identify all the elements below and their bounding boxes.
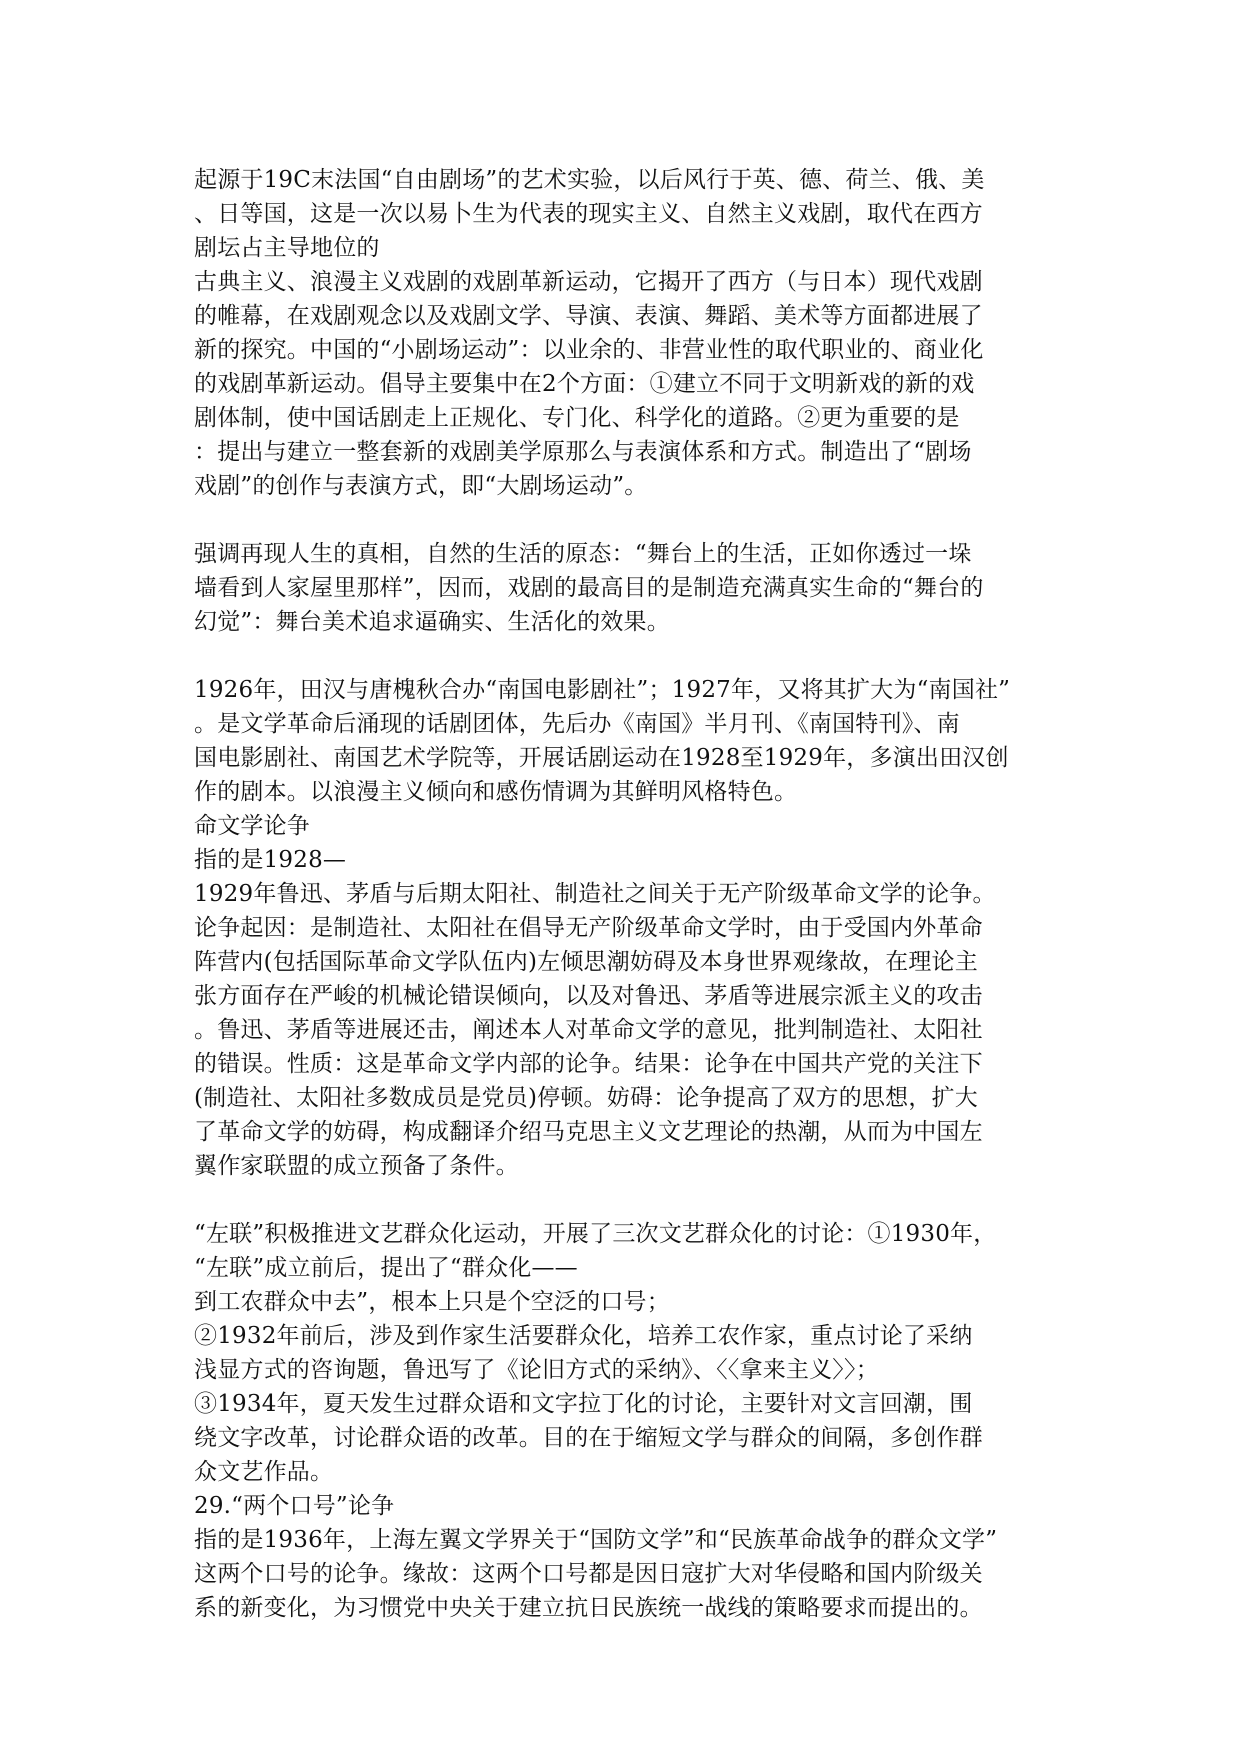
text-line: 这两个口号的论争。缘故：这两个口号都是因日寇扩大对华侵略和国内阶级关 — [194, 1561, 983, 1587]
text-line: 系的新变化，为习惯党中央关于建立抗日民族统一战线的策略要求而提出的。 — [194, 1595, 983, 1621]
text-line: 绕文字改革，讨论群众语的改革。目的在于缩短文学与群众的间隔，多创作群 — [194, 1425, 983, 1451]
text-line: 29.“两个口号”论争 — [194, 1493, 395, 1519]
document-page — [194, 0, 1054, 1754]
text-line: “左联”成立前后，提出了“群众化—— — [194, 1255, 578, 1281]
text-line: 古典主义、浪漫主义戏剧的戏剧革新运动，它揭开了西方（与日本）现代戏剧 — [194, 269, 983, 295]
text-line: 阵营内(包括国际革命文学队伍内)左倾思潮妨碍及本身世界观缘故，在理论主 — [194, 949, 978, 975]
text-line: 国电影剧社、南国艺术学院等，开展话剧运动在1928至1929年，多演出田汉创 — [194, 745, 1009, 771]
text-line: 论争起因：是制造社、太阳社在倡导无产阶级革命文学时，由于受国内外革命 — [194, 915, 983, 941]
text-line: 1926年，田汉与唐槐秋合办“南国电影剧社”；1927年，又将其扩大为“南国社” — [194, 677, 1011, 703]
text-line: 指的是1928— — [194, 847, 347, 873]
text-line: 的戏剧革新运动。倡导主要集中在2个方面：①建立不同于文明新戏的新的戏 — [194, 371, 975, 397]
text-line: 1929年鲁迅、茅盾与后期太阳社、制造社之间关于无产阶级革命文学的论争。 — [194, 881, 996, 907]
text-line: 戏剧”的创作与表演方式，即“大剧场运动”。 — [194, 473, 648, 499]
text-line: 新的探究。中国的“小剧场运动”：以业余的、非营业性的取代职业的、商业化 — [194, 337, 984, 363]
text-line: 了革命文学的妨碍，构成翻译介绍马克思主义文艺理论的热潮，从而为中国左 — [194, 1119, 983, 1145]
text-line: (制造社、太阳社多数成员是党员)停顿。妨碍：论争提高了双方的思想，扩大 — [194, 1085, 978, 1111]
text-line: 墙看到人家屋里那样”，因而，戏剧的最高目的是制造充满真实生命的“舞台的 — [194, 575, 984, 601]
text-line: 翼作家联盟的成立预备了条件。 — [194, 1153, 519, 1179]
text-line: 剧坛占主导地位的 — [194, 235, 380, 261]
text-line: 张方面存在严峻的机械论错误倾向，以及对鲁迅、茅盾等进展宗派主义的攻击 — [194, 983, 983, 1009]
text-line: 众文艺作品。 — [194, 1459, 334, 1485]
text-line: 指的是1936年，上海左翼文学界关于“国防文学”和“民族革命战争的群众文学” — [194, 1527, 998, 1553]
text-line: 剧体制，使中国话剧走上正规化、专门化、科学化的道路。②更为重要的是 — [194, 405, 960, 431]
text-line: 的错误。性质：这是革命文学内部的论争。结果：论争在中国共产党的关注下 — [194, 1051, 983, 1077]
text-line: ：提出与建立一整套新的戏剧美学原那么与表演体系和方式。制造出了“剧场 — [194, 439, 972, 465]
text-line: 。是文学革命后涌现的话剧团体，先后办《南国》半月刊、《南国特刊》、南 — [194, 711, 960, 737]
text-line: 、日等国，这是一次以易卜生为代表的现实主义、自然主义戏剧，取代在西方 — [194, 201, 983, 227]
text-line: 幻觉”：舞台美术追求逼确实、生活化的效果。 — [194, 609, 670, 635]
text-line: 的帷幕，在戏剧观念以及戏剧文学、导演、表演、舞蹈、美术等方面都进展了 — [194, 303, 983, 329]
text-line: 到工农群众中去”，根本上只是个空泛的口号； — [194, 1289, 670, 1315]
text-line: ②1932年前后，涉及到作家生活要群众化，培养工农作家，重点讨论了采纳 — [194, 1323, 973, 1349]
text-line: 。鲁迅、茅盾等进展还击，阐述本人对革命文学的意见，批判制造社、太阳社 — [194, 1017, 983, 1043]
text-line: 浅显方式的咨询题，鲁迅写了《论旧方式的采纳》、〈〈拿来主义〉〉； — [194, 1357, 879, 1383]
text-line: 起源于19C末法国“自由剧场”的艺术实验，以后风行于英、德、荷兰、俄、美 — [194, 167, 985, 193]
text-line: ③1934年，夏天发生过群众语和文字拉丁化的讨论，主要针对文言回潮，围 — [194, 1391, 973, 1417]
text-line: “左联”积极推进文艺群众化运动，开展了三次文艺群众化的讨论：①1930年， — [194, 1221, 997, 1247]
text-line: 命文学论争 — [194, 813, 310, 839]
text-line: 作的剧本。以浪漫主义倾向和感伤情调为其鲜明风格特色。 — [194, 779, 798, 805]
text-line: 强调再现人生的真相，自然的生活的原态：“舞台上的生活，正如你透过一垛 — [194, 541, 972, 567]
